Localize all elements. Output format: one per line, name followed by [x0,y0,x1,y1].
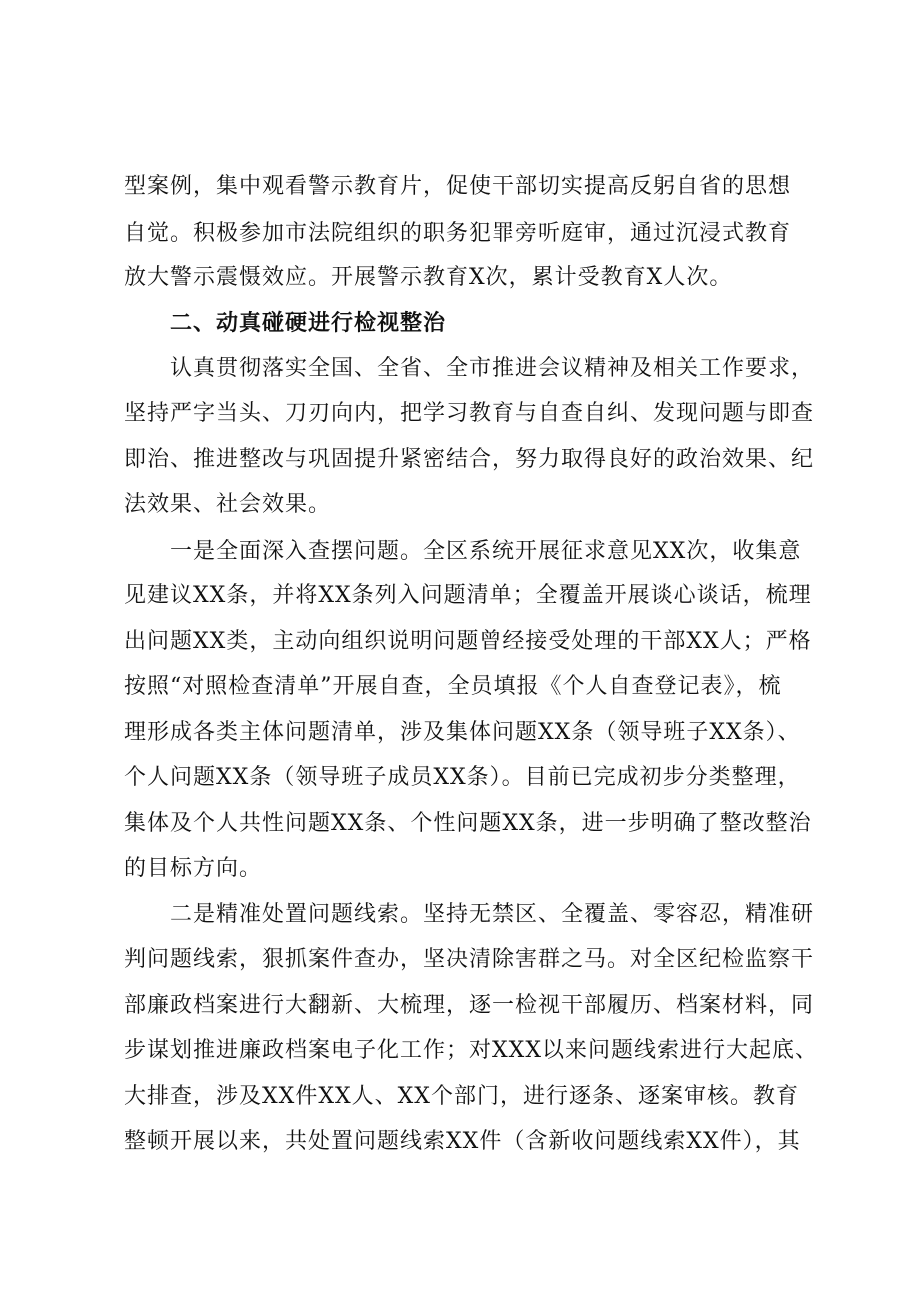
intro-line: 自觉。积极参加市法院组织的职务犯罪旁听庭审，通过沉浸式教育 [124,221,792,246]
paragraph-line: 认真贯彻落实全国、全省、全市推进会议精神及相关工作要求， [170,356,815,381]
paragraph-line: 法效果、社会效果。 [124,492,332,517]
section-heading: 二、动真碰硬进行检视整治 [170,311,447,336]
paragraph-line: 一是全面深入查摆问题。全区系统开展征求意见XX次，收集意 [170,539,802,564]
paragraph-line: 理形成各类主体问题清单，涉及集体问题XX条（领导班子XX条）、 [124,720,801,745]
paragraph-line: 步谋划推进廉政档案电子化工作；对XXX以来问题线索进行大起底、 [124,1038,818,1063]
paragraph-line: 个人问题XX条（领导班子成员XX条）。目前已完成初步分类整理， [124,765,801,790]
paragraph-line: 判问题线索，狠抓案件查办，坚决清除害群之马。对全区纪检监察干 [124,947,815,972]
intro-line: 型案例，集中观看警示教育片，促使干部切实提高反躬自省的思想 [124,174,792,199]
paragraph-line: 二是精准处置问题线索。坚持无禁区、全覆盖、零容忍，精准研 [170,902,815,927]
paragraph-line: 出问题XX类，主动向组织说明问题曾经接受处理的干部XX人；严格 [124,629,812,654]
paragraph-line: 整顿开展以来，共处置问题线索XX件（含新收问题线索XX件），其 [124,1129,801,1154]
paragraph-line: 的目标方向。 [124,856,263,881]
paragraph-line: 见建议XX条，并将XX条列入问题清单；全覆盖开展谈心谈话，梳理 [124,583,812,608]
paragraph-line: 即治、推进整改与巩固提升紧密结合，努力取得良好的政治效果、纪 [124,447,815,472]
paragraph-line: 部廉政档案进行大翻新、大梳理，逐一检视干部履历、档案材料，同 [124,993,815,1018]
paragraph-line: 坚持严字当头、刀刃向内，把学习教育与自查自纠、发现问题与即查 [124,401,815,426]
paragraph-line: 按照“对照检查清单”开展自查，全员填报《个人自查登记表》，梳 [124,674,782,699]
paragraph-line: 大排查，涉及XX件XX人、XX个部门，进行逐条、逐案审核。教育 [124,1084,799,1109]
intro-line: 放大警示震慑效应。开展警示教育X次，累计受教育X人次。 [124,265,733,290]
paragraph-line: 集体及个人共性问题XX条、个性问题XX条，进一步明确了整改整治 [124,811,812,836]
